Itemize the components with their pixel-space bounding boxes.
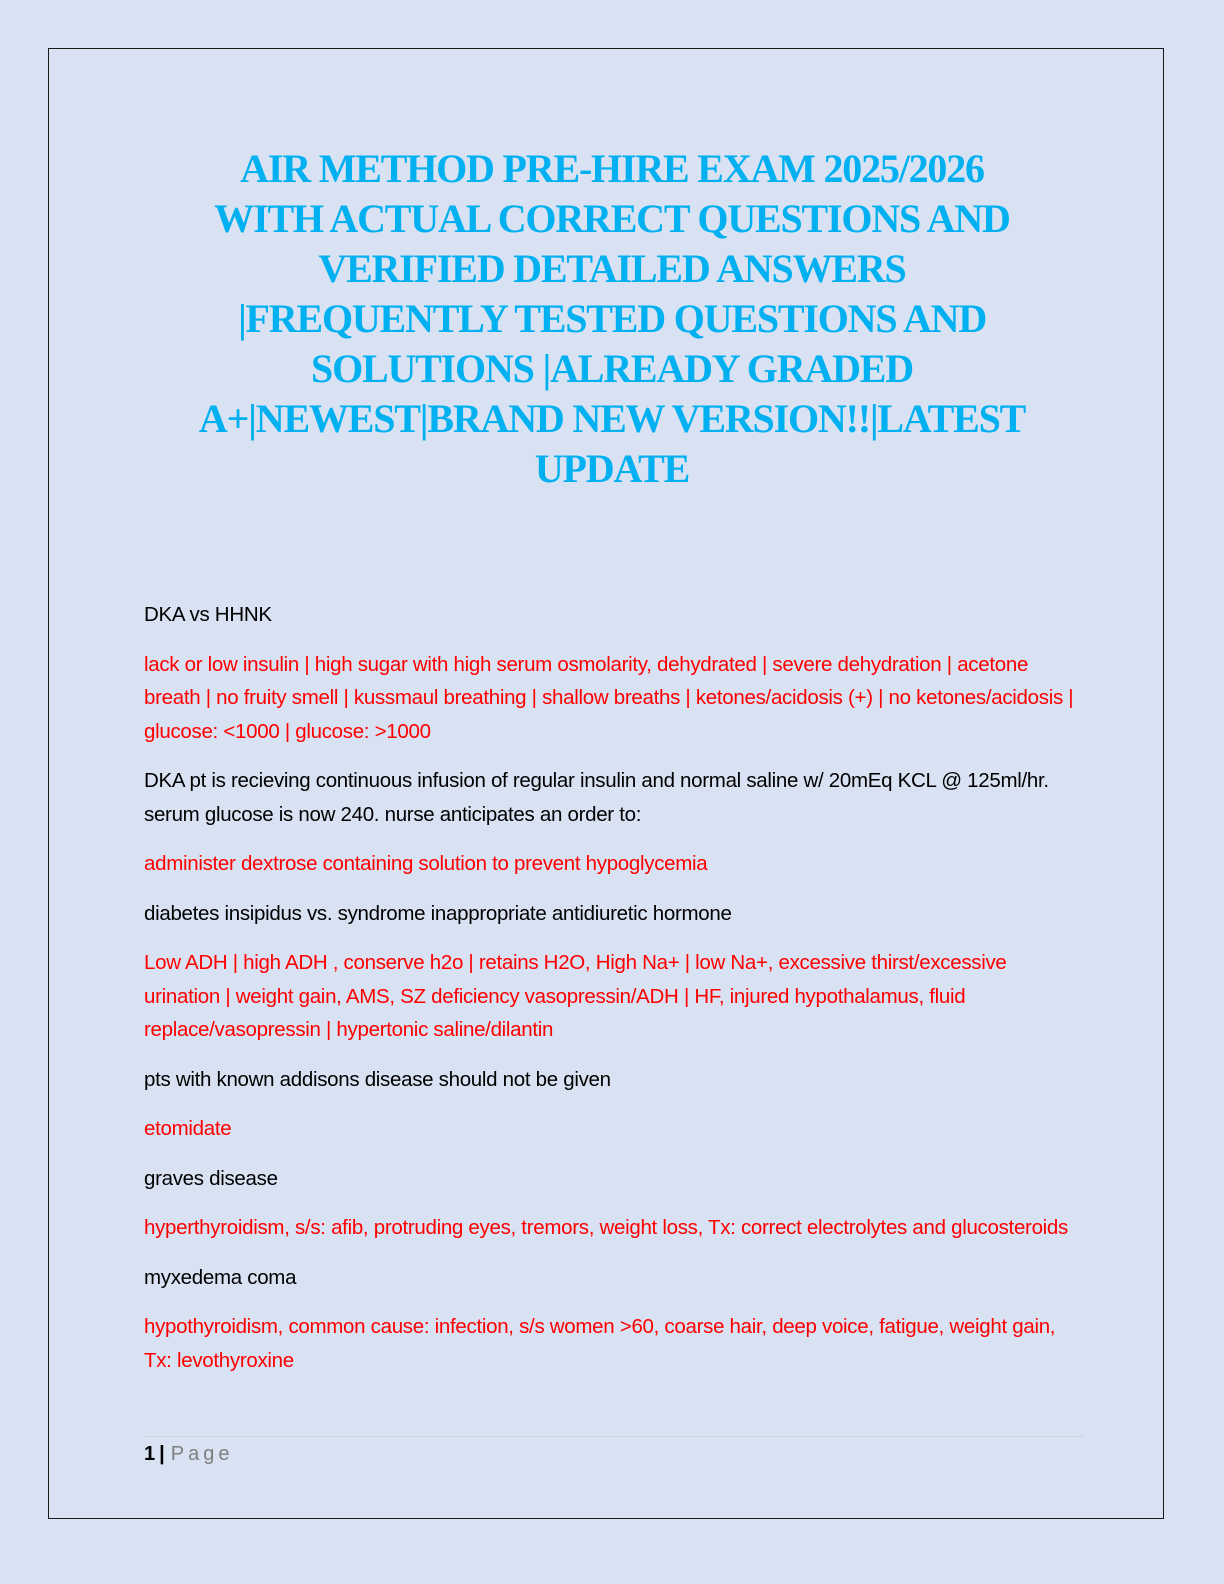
answer-text: administer dextrose containing solution to prevent hypoglycemia <box>144 852 708 875</box>
answer-text: hypothyroidism, common cause: infection, s/s women >60, coarse hair, deep voice, fatigue, weight gain, Tx: levothyroxine <box>144 1315 1056 1372</box>
page-footer <box>144 1441 233 1467</box>
title-line: VERIFIED DETAILED ANSWERS <box>318 246 906 291</box>
question-text: pts with known addisons disease should not be given <box>144 1067 611 1091</box>
question-text: diabetes insipidus vs. syndrome inappropriate antidiuretic hormone <box>144 901 732 925</box>
question-text: DKA pt is recieving continuous infusion of regular insulin and normal saline w/ 20mEq KCL @ 125ml/hr. serum glucose is now 240. nurse anticipates an order to: <box>144 769 1049 826</box>
title-line: |FREQUENTLY TESTED QUESTIONS AND <box>237 296 987 341</box>
footer-separator: | <box>159 1443 165 1465</box>
page-number: 1 <box>144 1443 156 1465</box>
title-line: UPDATE <box>534 446 690 491</box>
title-line: WITH ACTUAL CORRECT QUESTIONS AND <box>214 196 1010 241</box>
document-title <box>140 144 1084 494</box>
question-text: myxedema coma <box>144 1265 297 1289</box>
title-line: AIR METHOD PRE-HIRE EXAM 2025/2026 <box>240 146 984 191</box>
footer-divider <box>144 1436 1084 1437</box>
question-text: graves disease <box>144 1166 278 1190</box>
page-label: Page <box>170 1443 234 1465</box>
answer-text: etomidate <box>144 1117 232 1140</box>
question-text: DKA vs HHNK <box>144 603 272 626</box>
qa-list <box>144 598 1084 1393</box>
answer-text: lack or low insulin | high sugar with high serum osmolarity, dehydrated | severe dehydration | acetone breath | no fruity smell | kussmaul breathing | shallow breaths | ketones/acidosis (+) | no ketones/acidosis | glucose: <1000 | glucose: >1000 <box>144 652 1074 743</box>
answer-text: hyperthyroidism, s/s: afib, protruding eyes, tremors, weight loss, Tx: correct electrolytes and glucosteroids <box>144 1216 1068 1239</box>
title-line: A+|NEWEST|BRAND NEW VERSION!!|LATEST <box>198 396 1026 441</box>
title-line: SOLUTIONS |ALREADY GRADED <box>311 346 913 391</box>
answer-text: Low ADH | high ADH , conserve h2o | retains H2O, High Na+ | low Na+, excessive thirst/excessive urination | weight gain, AMS, SZ deficiency vasopressin/ADH | HF, injured hypothalamus, fluid replace/vasopressin | hypertonic saline/dilantin <box>144 951 1007 1041</box>
